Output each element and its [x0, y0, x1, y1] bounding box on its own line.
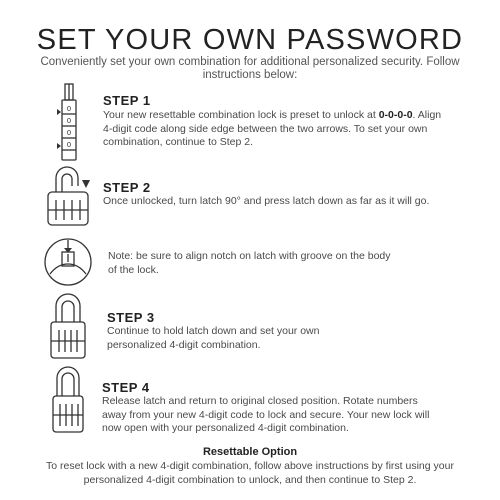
notch-closeup-icon [42, 236, 94, 288]
step-2-text: Once unlocked, turn latch 90° and press latch down as far as it will go. [103, 195, 430, 207]
step-3-heading: STEP 3 [107, 310, 155, 325]
padlock-pressed-icon [48, 292, 88, 362]
padlock-closed-icon [50, 366, 86, 436]
open-padlock-turned-icon [42, 166, 94, 228]
note-text: Note: be sure to align notch on latch with groove on the body of the lock. [108, 250, 391, 276]
step-3-text: Continue to hold latch down and set your own personalized 4-digit combination. [107, 325, 320, 351]
step-4-heading: STEP 4 [102, 380, 150, 395]
svg-text:0: 0 [66, 141, 72, 149]
svg-text:0: 0 [66, 117, 72, 125]
step-1-text [103, 109, 448, 150]
step-1-heading: STEP 1 [103, 93, 151, 108]
page-title: SET YOUR OWN PASSWORD [36, 24, 464, 56]
step-1-text-after: . Align 4-digit code along side edge between the two arrows. To set your own combination, continue to Step 2. [103, 109, 442, 148]
intro-text: Conveniently set your own combination for additional personalized security. Follow instructions below: [40, 56, 460, 81]
svg-text:0: 0 [66, 129, 72, 137]
step-1-text-before: Your new resettable combination lock is preset to unlock at [103, 109, 379, 121]
resettable-option-heading: Resettable Option [202, 446, 298, 458]
svg-text:0: 0 [66, 105, 72, 113]
step-2-heading: STEP 2 [103, 180, 151, 195]
step-4-text: Release latch and return to original closed position. Rotate numbers away from your new 4-digit code to lock and secure. Your new lock will now open with your personalized 4-digit combination. [102, 395, 430, 434]
combination-dial-strip-icon [54, 82, 84, 162]
resettable-option-text: To reset lock with a new 4-digit combination, follow above instructions by first using your personalized 4-digit combination to unlock, and then continue to Step 2. [46, 460, 454, 486]
preset-code: 0-0-0-0 [378, 109, 413, 121]
